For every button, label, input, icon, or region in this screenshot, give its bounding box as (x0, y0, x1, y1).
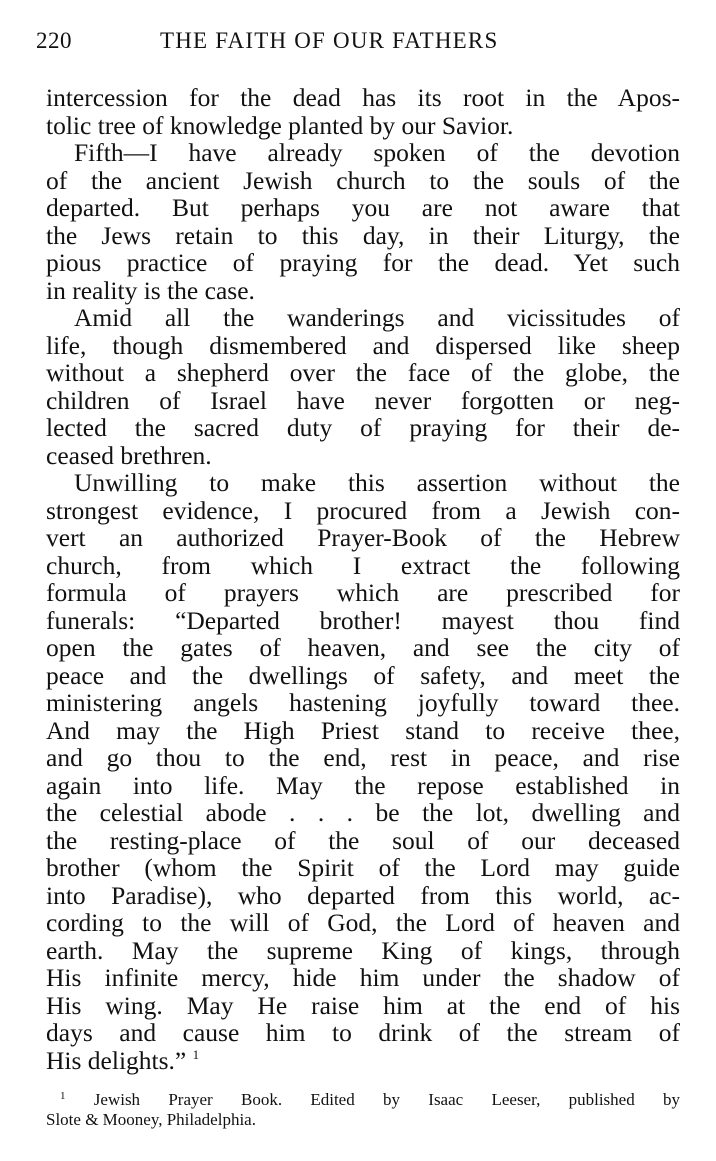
body-text (46, 84, 680, 1074)
text-line: formula of prayers which are prescribed for (46, 578, 680, 607)
footnote-text: Jewish Prayer Book. Edited by Isaac Leeser, published by (93, 1090, 681, 1109)
text-line: open the gates of heaven, and see the city of (46, 633, 680, 662)
text-line: the resting-place of the soul of our deceased (46, 825, 680, 855)
text-line: the celestial abode . . . be the lot, dwelling and (46, 798, 680, 827)
text-line: in reality is the case. (46, 275, 255, 305)
text-line: lected the sacred duty of praying for their de- (46, 413, 680, 442)
text-line: the Jews retain to this day, in their Liturgy, the (46, 220, 680, 250)
text-line: ministering angels hastening joyfully toward thee. (46, 688, 680, 717)
text-line: and go thou to the end, rest in peace, and rise (46, 743, 680, 772)
text-line: His wing. May He raise him at the end of his (46, 990, 680, 1020)
page-header (36, 28, 676, 58)
text-line: of the ancient Jewish church to the souls of the (46, 165, 680, 195)
text-line: His infinite mercy, hide him under the shadow of (46, 963, 680, 992)
footnote-line: Slote & Mooney, Philadelphia. (46, 1110, 256, 1129)
text-line: tolic tree of knowledge planted by our Savior. (46, 110, 514, 140)
text-line: church, from which I extract the following (46, 550, 680, 580)
text-line: into Paradise), who departed from this world, ac- (46, 880, 680, 910)
text-line: vert an authorized Prayer-Book of the Hebrew (46, 523, 680, 552)
text-line-final (46, 1047, 680, 1075)
text-line: days and cause him to drink of the stream of (46, 1018, 680, 1047)
text-line: Fifth—I have already spoken of the devotion (74, 138, 680, 167)
text-line: again into life. May the repose established in (46, 770, 680, 800)
text-line: His delights.” (46, 1045, 187, 1075)
text-line: life, though dismembered and dispersed like sheep (46, 330, 680, 360)
text-line: funerals: “Departed brother! mayest thou find (46, 605, 680, 635)
page-number: 220 (36, 28, 72, 53)
text-line: departed. But perhaps you are not aware that (46, 193, 680, 222)
text-line: Amid all the wanderings and vicissitudes of (74, 303, 680, 332)
footnote-reference: 1 (192, 1046, 200, 1062)
text-line: pious practice of praying for the dead. Yet such (46, 248, 680, 277)
footnote (46, 1090, 680, 1130)
footnote-marker: 1 (60, 1090, 66, 1102)
footnote-line (46, 1090, 680, 1110)
text-line: intercession for the dead has its root in the Apos- (46, 83, 680, 112)
text-line: ceased brethren. (46, 440, 212, 470)
running-title: THE FAITH OF OUR FATHERS (160, 28, 499, 53)
text-line: brother (whom the Spirit of the Lord may guide (46, 853, 680, 882)
text-line: earth. May the supreme King of kings, through (46, 935, 680, 965)
text-line: children of Israel have never forgotten or neg- (46, 385, 680, 415)
text-line: And may the High Priest stand to receive thee, (46, 715, 680, 745)
text-line: Unwilling to make this assertion without the (74, 468, 680, 497)
text-line: strongest evidence, I procured from a Jewish con- (46, 495, 680, 525)
text-line: without a shepherd over the face of the globe, the (46, 358, 680, 387)
text-line: cording to the will of God, the Lord of heaven and (46, 908, 680, 937)
text-line: peace and the dwellings of safety, and meet the (46, 660, 680, 690)
